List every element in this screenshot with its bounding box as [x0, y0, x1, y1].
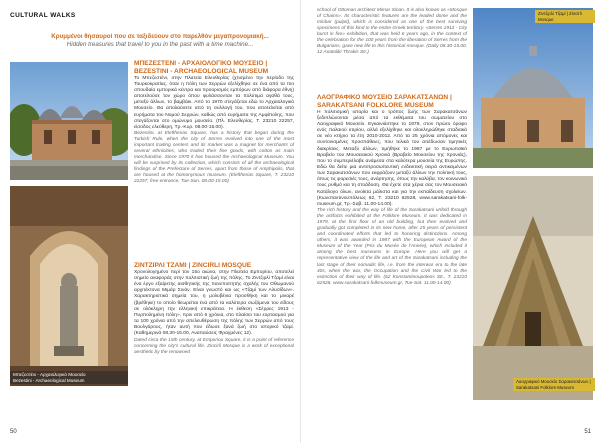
- bezestini-title-greek: ΜΠΕΖΕΣΤΕΝΙ - ΑΡΧΑΙΟΛΟΓΙΚΟ ΜΟΥΣΕΙΟ |: [134, 60, 268, 67]
- zincirli-mosque-photo: [473, 8, 593, 168]
- museum-interior-illustration: [10, 186, 128, 386]
- zincirli-continuation: [317, 8, 467, 56]
- bezestini-photo: [10, 62, 128, 180]
- hut-photo-caption: [513, 378, 595, 391]
- sarakatsani-body-greek: Η πολιτισμική ιστορία και ο τρόπος ζωής των Σαρακατσάνων ξεδιπλώνονται μέσα από τα εκθέματα του σωματείου στο Λαογραφικό Μουσείο. Εγκαινιάστηκε το 1979, στον πρώτο όροφο ενός παλαιού κτιρίου, αλλά εξελίχθηκε και ολοκληρώθηκε σταδιακά σε νέο κτήριο τα έτη 2010-2012. Από τα 25 χρόνια απόμονες και συντονισμένες προσπάθειες, που τελικά του απέδωσαν τιμητικές διακρίσεις. Μεταξύ άλλων, τιμήθηκε το 1987 με το Ευρωπαϊκό Βραβείο του Μουσειακού Χρονιά (Βραβείο Μουσείου της Χρονιάς), που το συμπεριέλαβε ανάμεσα στα καλύτερα μουσεία της Ευρώπης. Εδώ θα δείτε μια αντιπροσωπευτική ενδεικτική σειρά αντικειμένων των Σαρακατσάνων που εκφράζουν μεταξύ άλλων την πολιτική τους, όπως τις φορεσιές τους, ανάρτησης, όπως την καλύβα, τον κοινωνικό τους ρυθμό και τη στοάδοση. Θα έχετε στα χέρια σας τον Μουσειακό Κατάλογο όλων, ανοίκτα μάλιστα και για την εκπαίδευση σχολείων. (Κωνσταντινουπόλεως 62, Τ. 23210 62528, www.sarakatsani-folk-museum.gr, Τρ.-Σαβ. 11.00-14.00).: [317, 109, 467, 207]
- bezestini-body-english: Bezestini, at Eleftherias Square, has a history that began during the Turkish Rule, when the city of Serres evolved into one of the most important trading centers and its market was a magnet for merchants of several ethnicities, who traded their fine goods, with cotton as main merchandise. Since 1970 it has housed the Archaeological Museum. You will be surprised by its collection, which consists of all the archaeological findings of the Prefecture of Serres, apart from those of Amphipolis, that are housed at the homonymous museum. (Eleftherias Square, T. 23210 22257, free entrance, Tue-Sun. 08.00-15.00): [134, 131, 294, 185]
- museum-interior-photo: [10, 186, 128, 386]
- bezestini-illustration: [10, 62, 128, 180]
- left-caption-line1: Μπεζεστένι - Αρχαιολογικό Μουσείο: [13, 372, 86, 377]
- sarakatsani-hut-photo: [473, 176, 593, 400]
- mosque-illustration: [473, 8, 593, 168]
- mosque-photo-caption: Ζιντζιρλί Τζαμί | Zincirli Mosque: [535, 10, 595, 23]
- hut-caption-line2: Sarakatsani Folklore Museum: [516, 384, 575, 390]
- sarakatsani-title-greek: ΛΑΟΓΡΑΦΙΚΟ ΜΟΥΣΕΙΟ ΣΑΡΑΚΑΤΣΑΝΩΝ |: [317, 94, 452, 101]
- zincirli-body-english-continued: school of Ottoman architect Mimar Sinan. It is also known as «Mosque of Chains». Its characteristic features are the leaded dome and the minbar (pulpit), which is considered as one of the best surviving specimens of this kind in the entire Greek territory. «Serres 1913 - City burnt in fire» exhibition, that was held 6 years ago, in the context of the celebration for the 100 years from the liberation of Serres from the Bulgarians, gave new life to this historical mosque. (Daily 08.30-15.00, 12 Anatoliki Thrakis Str.): [317, 8, 467, 56]
- intro-greek: Κρυμμένοι θησαυροί που σε ταξιδεύουν στο παρελθόν μεγαπρονομιακή...: [51, 33, 269, 40]
- page-number-left: 50: [10, 429, 17, 435]
- sarakatsani-body-english: The rich history and the way of life of the Sarakatsani unfold through the artifacts exhibited at the Folklore Museum. It was dedicated in 1979, at the first floor of an old building, but then evolved and gradually got completed in its new home, after 25 years of persistent and coordinated efforts that led to honoring distinctions. Among others, it was awarded in 1987 with the European Award of the Museum of the Year (Prix du Musée de l'Année), which included it among the best museums in Europe. Here you will get a representative view of the life and art of the Sarakatsani including the last stage of their nomadic life, i.e. from the interwar era to the late 40s, when the war, the Occupation and the Civil War led to the extinction of their way of life. (62 Konstantinoupoleos Str., T. 23210 62528, www.sarakatsani-folkmuseum.gr, Tue-Sat. 11.00-14.00): [317, 208, 467, 286]
- intro-english: Hidden treasures that travel to you in the past with a time machine...: [66, 41, 254, 48]
- section-sarakatsani: [317, 94, 467, 287]
- section-zincirli: [134, 262, 294, 356]
- left-photo-caption: [10, 371, 128, 384]
- hut-illustration: [473, 176, 593, 400]
- zincirli-body-english: Dated circa the 15th century, at Emporiou Square, it is a point of reference concerning the city's cultural life. Zincirli Mosque is a work of exceptional aesthetic by the renowned: [134, 337, 294, 355]
- hut-caption-line1: Λαογραφικό Μουσείο Σαρακατσάνων |: [516, 379, 591, 384]
- section-bezestini: [134, 60, 294, 185]
- bezestini-title-english: BEZESTINI - ARCHAEOLOGICAL MUSEUM: [134, 67, 269, 75]
- section-header: CULTURAL WALKS: [10, 12, 76, 19]
- right-page: [300, 0, 600, 443]
- zincirli-body-greek: Χρονολογημένο περί τον 15ο αιώνα, στην Πλατεία Εμπορίου, αποτελεί σημείο αναφοράς στην πολιτιστική ζωή της πόλης. Το Ζιντζιρλί Τζαμί είναι ένα έργο εξαίρετης αισθητικής της πανεπιστητής σχολής του Οθωμανού αρχιτέκτονα Μιμάρ Σινάν. Είναι γνωστό και ως «Τζαμί των Αλυσίδων». Χαρακτηριστικά σημεία του, η μολυβένια προσθήκη και το μιναρέ (βρέθηκε) το οποίο θεωρείται ένα από τα καλύτερα σωζόμενα του είδους σε ολόκληρη την ελληνική επικράτεια. Η έκθεση «Σέρρες 1913 - Πυρπολημένη πόλη», πριν από 6 χρόνια, στο πλαίσιο του εορτασμού για τα 100 χρόνια από την απελευθέρωση της πόλης των Σερρών από τους Βουλγάρους, ήταν αυτή που έδωσε ξανά ζωή στο ιστορικό τζαμί. (Καθημερινά 08.30-15.00, Αναπαύσεις Φραγμένες 12).: [134, 269, 294, 337]
- sarakatsani-title-english: SARAKATSANI FOLKLORE MUSEUM: [317, 101, 434, 109]
- left-caption-line2: Bezestini - Archaeological Museum: [13, 377, 85, 383]
- page-number-right: 51: [584, 429, 591, 435]
- bezestini-body-greek: Το Μπεζεστένι, στην Πλατεία Ελευθερίας (χτισμένο την περίοδο της Τουρκοκρατίας, όταν η πόλη των Σερρών εξελίχθηκε σε ένα από τα πιο σπουδαία εμπορικά κέντρα και προορισμός εμπόρων από διάφορα έθνη) αποτελούσε τον χώρο όπου φυλάσσονταν τα πολύτιμα αγαθά τους, μεταξύ άλλων, το βαμβάκι. Από το 1970 στεγάζεται εδώ το Αρχαιολογικό Μουσείο. Θα απολαύσετε από τη συλλογή του, που αποτελείται από ευρήματα του Νομού Σερρών, καθώς από ευρήματα της Αμφίπολης, που στεγάζονται στο ομώνυμο μουσείο. (Πλ. Ελευθερίας, Τ. 23210 22257, είσοδος ελεύθερη, Τρ.-Κυρ. 08.00-15.00).: [134, 75, 294, 130]
- zincirli-title: ΖΙΝΤΖΙΡΛΙ ΤΖΑΜΙ | ZINCIRLI MOSQUE: [134, 262, 252, 269]
- intro-block: [30, 33, 290, 49]
